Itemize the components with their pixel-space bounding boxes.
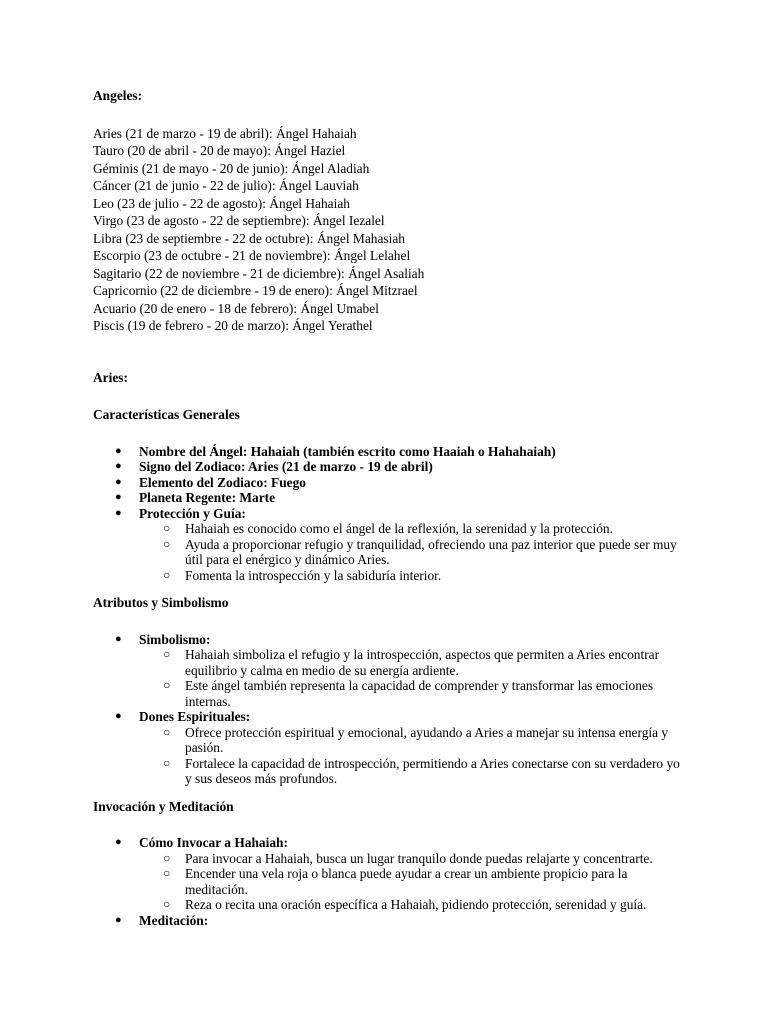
list-item (93, 444, 733, 460)
aries-heading: Aries: (93, 369, 128, 385)
sub-list-item-text: Ofrece protección espiritual y emocional, ayudando a Aries a manejar su intensa energía y pasión. (185, 724, 669, 755)
list-item-text: Planeta Regente: Marte (139, 490, 276, 505)
sub-list-item-text: Fomenta la introspección y la sabiduría interior. (185, 567, 442, 583)
bullet-icon: ● (115, 444, 122, 457)
sub-list-item-text: Hahaiah es conocido como el ángel de la reflexión, la serenidad y la protección. (185, 521, 613, 536)
circle-bullet-icon: ○ (163, 755, 171, 770)
list-item (93, 709, 733, 787)
sub-list-item (139, 521, 685, 537)
sub-list-item-text: Reza o recita una oración específica a Hahaiah, pidiendo protección, serenidad y guía. (185, 897, 647, 912)
circle-bullet-icon: ○ (163, 678, 171, 692)
atributos-list (93, 632, 733, 787)
bullet-icon: ● (115, 632, 122, 645)
list-item (93, 475, 733, 491)
list-item (93, 506, 733, 584)
list-item-text: Meditación: (139, 912, 209, 928)
angel-list-item: Acuario (20 de enero - 18 de febrero): Ángel Umabel (93, 300, 379, 316)
sub-list-item (139, 537, 685, 568)
atributos-heading: Atributos y Simbolismo (93, 595, 229, 610)
sub-list-item (139, 678, 685, 709)
angel-list-item: Aries (21 de marzo - 19 de abril): Ángel Hahaiah (93, 125, 357, 141)
bullet-icon: ● (115, 506, 122, 519)
angel-list-item: Virgo (23 de agosto - 22 de septiembre): Ángel Iezalel (93, 213, 385, 228)
invocacion-list (93, 835, 733, 928)
list-item (93, 913, 733, 929)
list-item-text: Nombre del Ángel: Hahaiah (también escrito como Haaiah o Hahahaiah) (139, 443, 556, 459)
bullet-icon: ● (115, 491, 122, 503)
circle-bullet-icon: ○ (163, 521, 171, 535)
circle-bullet-icon: ○ (163, 724, 171, 739)
list-item-text: Dones Espirituales: (139, 709, 251, 724)
list-item-text: Cómo Invocar a Hahaiah: (139, 835, 288, 850)
sub-list-item (139, 647, 685, 678)
sub-list-item (139, 866, 685, 897)
sub-list (139, 521, 733, 583)
angeles-heading: Angeles: (93, 88, 143, 103)
sub-list-item (139, 756, 685, 787)
angel-list-item: Escorpio (23 de octubre - 21 de noviembre): Ángel Lelahel (93, 248, 411, 263)
list-item-text: Protección y Guía: (139, 505, 246, 521)
angel-list-item: Leo (23 de julio - 22 de agosto): Ángel Hahaiah (93, 195, 350, 211)
bullet-icon: ● (115, 913, 122, 926)
angel-list-item: Capricornio (22 de diciembre - 19 de enero): Ángel Mitzrael (93, 283, 418, 298)
sub-list-item-text: Para invocar a Hahaiah, busca un lugar tranquilo donde puedas relajarte y concentrarte. (185, 850, 653, 866)
sub-list (139, 851, 733, 913)
sub-list-item (139, 725, 685, 756)
list-item-text: Signo del Zodiaco: Aries (21 de marzo - 19 de abril) (139, 459, 433, 474)
bullet-icon: ● (115, 475, 122, 488)
document-page (93, 87, 733, 928)
circle-bullet-icon: ○ (163, 866, 171, 880)
bullet-icon: ● (115, 460, 122, 472)
list-item (93, 459, 733, 475)
angel-list-item: Piscis (19 de febrero - 20 de marzo): Ángel Yerathel (93, 318, 373, 333)
list-item (93, 835, 733, 913)
sub-list-item (139, 851, 685, 867)
sub-list-item-text: Este ángel también representa la capacidad de comprender y transformar las emociones internas. (185, 678, 654, 709)
list-item (93, 632, 733, 710)
bullet-icon: ● (115, 710, 122, 722)
circle-bullet-icon: ○ (163, 536, 171, 551)
circle-bullet-icon: ○ (163, 567, 171, 582)
sub-list (139, 647, 733, 709)
sub-list-item-text: Fortalece la capacidad de introspección, permitiendo a Aries conectarse con su verdadero yo y sus deseos más profundos. (185, 755, 680, 786)
caracteristicas-list (93, 444, 733, 584)
sub-list-item-text: Ayuda a proporcionar refugio y tranquilidad, ofreciendo una paz interior que puede ser muy útil para el enérgico y dinámico Aries. (185, 536, 677, 567)
angel-list-item: Tauro (20 de abril - 20 de mayo): Ángel Haziel (93, 143, 346, 158)
caracteristicas-heading: Características Generales (93, 407, 240, 422)
invocacion-heading: Invocación y Meditación (93, 798, 234, 814)
angel-list-item: Cáncer (21 de junio - 22 de julio): Ángel Lauviah (93, 178, 359, 193)
sub-list (139, 725, 733, 787)
circle-bullet-icon: ○ (163, 647, 171, 661)
sub-list-item (139, 568, 685, 584)
sub-list-item (139, 897, 685, 913)
angel-list-item: Libra (23 de septiembre - 22 de octubre): Ángel Mahasiah (93, 230, 405, 246)
list-item-text: Simbolismo: (139, 631, 211, 647)
circle-bullet-icon: ○ (163, 850, 171, 865)
angel-list-item: Géminis (21 de mayo - 20 de junio): Ángel Aladiah (93, 160, 370, 176)
angeles-list (93, 125, 733, 335)
list-item-text: Elemento del Zodiaco: Fuego (139, 474, 306, 490)
sub-list-item-text: Hahaiah simboliza el refugio y la introspección, aspectos que permiten a Aries encontrar equilibrio y calma en medio de su energía ardiente. (185, 647, 660, 678)
bullet-icon: ● (115, 836, 122, 848)
sub-list-item-text: Encender una vela roja o blanca puede ayudar a crear un ambiente propicio para la meditación. (185, 866, 628, 897)
list-item (93, 490, 733, 506)
circle-bullet-icon: ○ (163, 897, 171, 911)
angel-list-item: Sagitario (22 de noviembre - 21 de diciembre): Ángel Asaliah (93, 265, 425, 281)
